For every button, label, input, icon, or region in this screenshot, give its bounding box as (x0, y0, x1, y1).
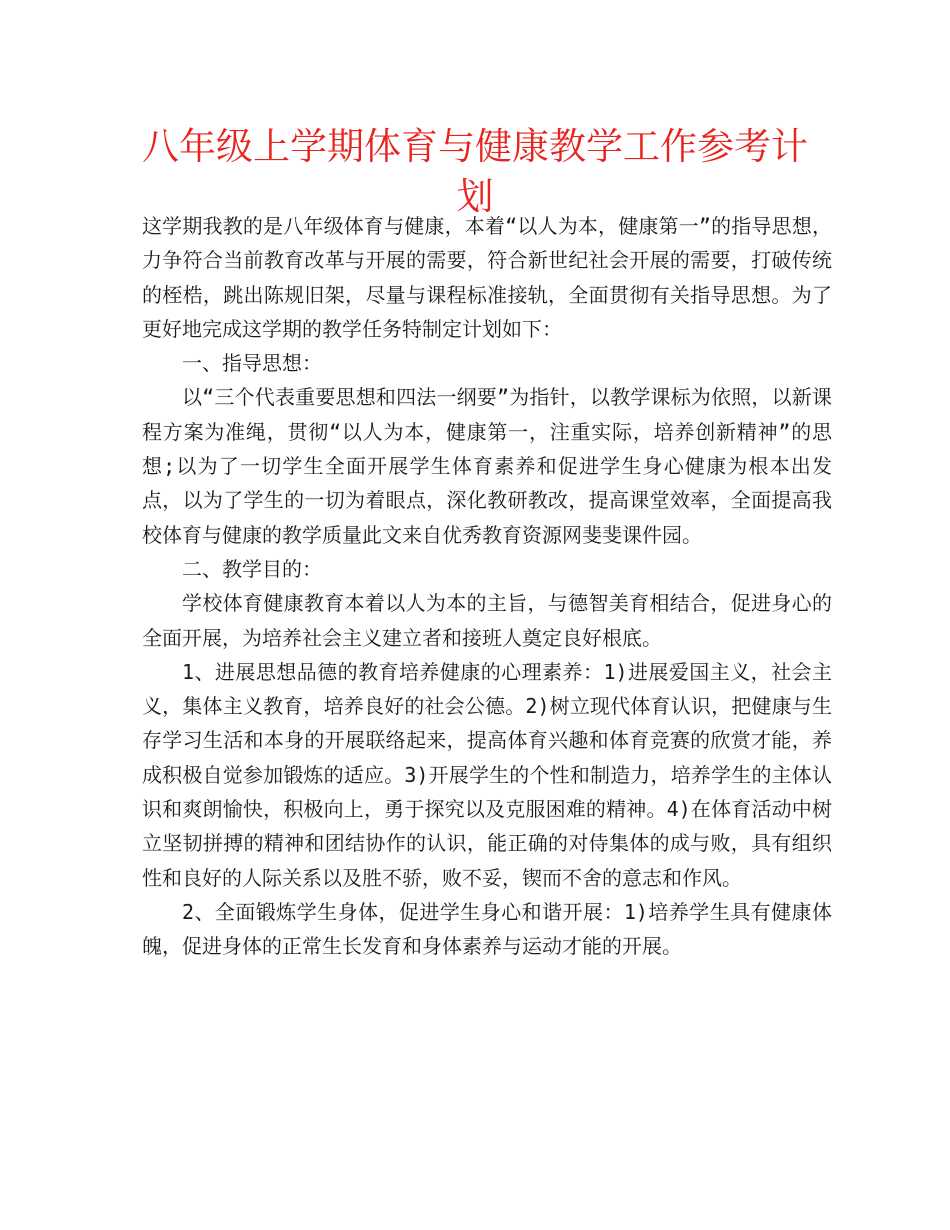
paragraph-teaching-goals: 学校体育健康教育本着以人为本的主旨，与德智美育相结合，促进身心的全面开展，为培养社会主义建立者和接班人奠定良好根底。 (142, 591, 832, 650)
paragraph-goal-2: 2、全面锻炼学生身体，促进学生身心和谐开展：1)培养学生具有健康体魄，促进身体的正常生长发育和身体素养与运动才能的开展。 (142, 899, 832, 959)
document-title: 八年级上学期体育与健康教学工作参考计划 (142, 125, 808, 218)
paragraph-goal-1: 1、进展思想品德的教育培养健康的心理素养：1)进展爱国主义，社会主义，集体主义教育，培养良好的社会公德。2)树立现代体育认识，把健康与生存学习生活和本身的开展联络起来，提高体育兴趣和体育竞赛的欣赏才能，养成积极自觉参加锻炼的适应。3)开展学生的个性和制造力，培养学生的主体认识和爽朗愉快，积极向上，勇于探究以及克服困难的精神。4)在体育活动中树立坚韧拼搏的精神和团结协作的认识，能正确的对侍集体的成与败，具有组织性和良好的人际关系以及胜不骄，败不妥，锲而不舍的意志和作风。 (142, 659, 832, 890)
document-body (142, 209, 832, 964)
heading-guiding-ideology: 一、指导思想： (182, 351, 322, 376)
paragraph-guiding-ideology: 以“三个代表重要思想和四法一纲要”为指针，以教学课标为依照，以新课程方案为准绳，贯彻“以人为本，健康第一，注重实际，培养创新精神”的思想;以为了一切学生全面开展学生体育素养和促进学生身心健康为根本出发点，以为了学生的一切为着眼点，深化教研教改，提高课堂效率，全面提高我校体育与健康的教学质量此文来自优秀教育资源网斐斐课件园。 (142, 385, 832, 547)
heading-teaching-goals: 二、教学目的： (182, 556, 322, 581)
paragraph-intro: 这学期我教的是八年级体育与健康，本着“以人为本，健康第一”的指导思想，力争符合当前教育改革与开展的需要，符合新世纪社会开展的需要，打破传统的桎梏，跳出陈规旧架，尽量与课程标准接轨，全面贯彻有关指导思想。为了更好地完成这学期的教学任务特制定计划如下： (142, 214, 832, 341)
